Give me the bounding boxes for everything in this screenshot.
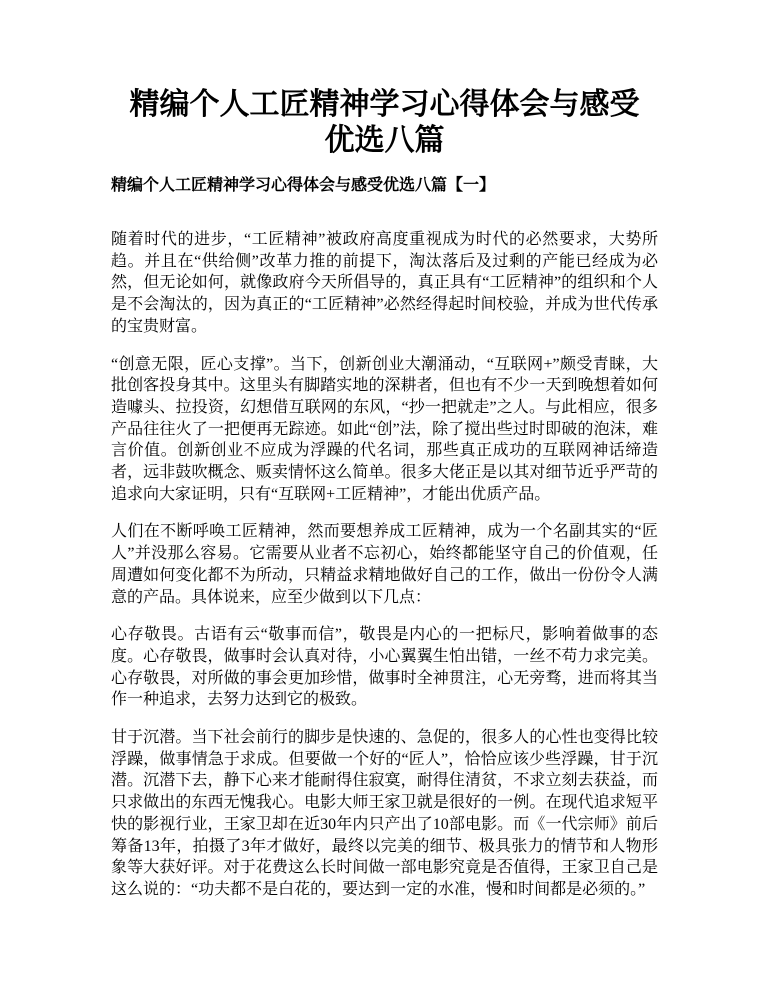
document-subtitle: 精编个人工匠精神学习心得体会与感受优选八篇【一】 [111,177,496,194]
paragraph: 随着时代的进步，“工匠精神”被政府高度重视成为时代的必然要求，大势所趋。并且在“供给侧”改革力推的前提下，淘汰落后及过剩的产能已经成为必然，但无论如何，就像政府今天所倡导的，真正具有“工匠精神”的组织和个人是不会淘汰的，因为真正的“工匠精神”必然经得起时间校验，并成为世代传承的宝贵财富。 [111,231,658,335]
document-title: 精编个人工匠精神学习心得体会与感受优选八篇 [129,88,640,157]
paragraph: 人们在不断呼唤工匠精神，然而要想养成工匠精神，成为一个名副其实的“匠人”并没那么容易。它需要从业者不忘初心，始终都能坚守自己的价值观，任周遭如何变化都不为所动，只精益求精地做好自己的工作，做出一份份令人满意的产品。具体说来，应至少做到以下几点： [111,523,658,606]
paragraph: 心存敬畏。古语有云“敬事而信”，敬畏是内心的一把标尺，影响着做事的态度。心存敬畏，做事时会认真对待，小心翼翼生怕出错，一丝不苟力求完美。心存敬畏，对所做的事会更加珍惜，做事时全神贯注，心无旁骛，进而将其当作一种追求，去努力达到它的极致。 [111,626,658,709]
paragraph: 甘于沉潜。当下社会前行的脚步是快速的、急促的，很多人的心性也变得比较浮躁，做事情急于求成。但要做一个好的“匠人”，恰恰应该少些浮躁，甘于沉潜。沉潜下去，静下心来才能耐得住寂寞，耐得住清贫，不求立刻去获益，而只求做出的东西无愧我心。电影大师王家卫就是很好的一例。在现代追求短平快的影视行业，王家卫却在近30年内只产出了10部电影。而《一代宗师》前后筹备13年，拍摄了3年才做好，最终以完美的细节、极具张力的情节和人物形象等大获好评。对于花费这么长时间做一部电影究竟是否值得，王家卫自己是这么说的：“功夫都不是白花的，要达到一定的水准，慢和时间都是必须的。” [111,729,658,898]
document-body [111,229,658,901]
paragraph: “创意无限，匠心支撑”。当下，创新创业大潮涌动，“互联网+”颇受青睐，大批创客投身其中。这里头有脚踏实地的深耕者，但也有不少一天到晚想着如何造噱头、拉投资，幻想借互联网的东风，“抄一把就走”之人。与此相应，很多产品往往火了一把便再无踪迹。如此“创”法，除了搅出些过时即破的泡沫，难言价值。创新创业不应成为浮躁的代名词，那些真正成功的互联网神话缔造者，远非鼓吹概念、贩卖情怀这么简单。很多大佬正是以其对细节近乎严苛的追求向大家证明，只有“互联网+工匠精神”，才能出优质产品。 [111,355,658,503]
